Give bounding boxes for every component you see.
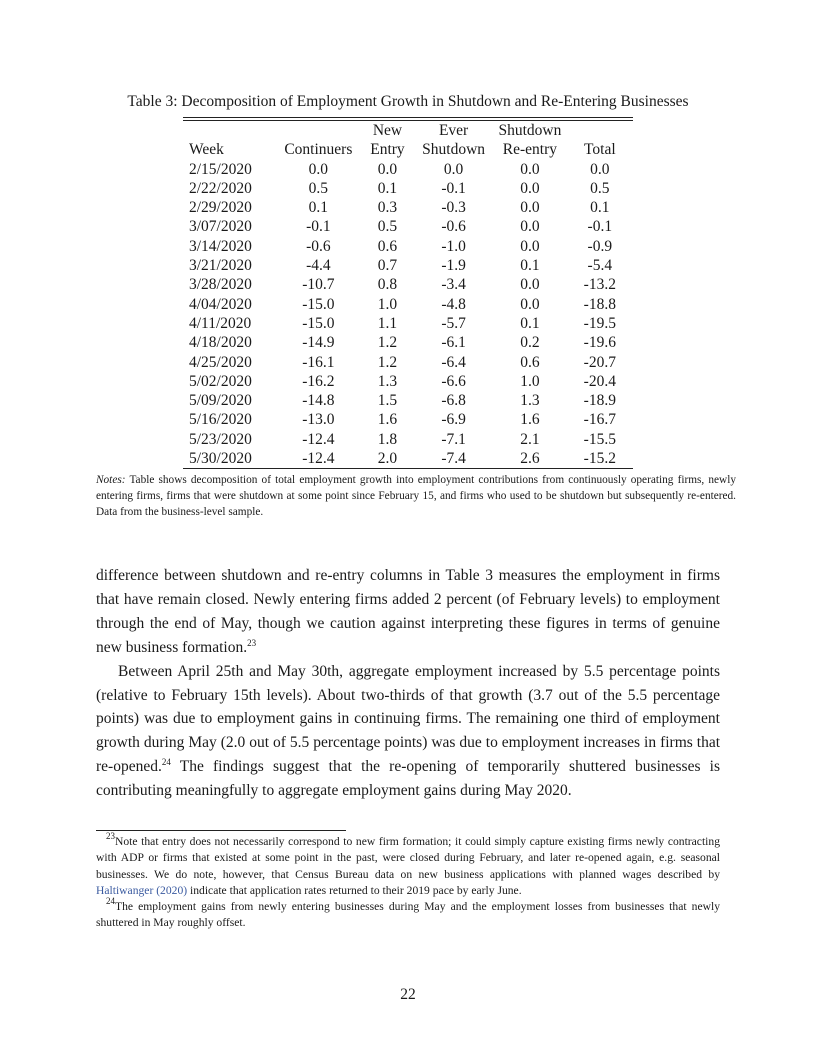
value-cell: 1.5 (377, 392, 398, 410)
value-cell: -20.7 (583, 353, 616, 371)
value-cell: -1.9 (441, 257, 466, 275)
week-cell: 3/28/2020 (189, 276, 252, 294)
table-row (183, 217, 633, 236)
week-cell: 4/25/2020 (189, 353, 252, 371)
footnote-24 (96, 896, 720, 932)
table-body (183, 160, 633, 469)
table-row (183, 295, 633, 314)
value-cell: 0.3 (377, 199, 398, 217)
table-row (183, 353, 633, 372)
value-cell: 1.0 (377, 295, 398, 313)
header-cell: Shutdown (422, 141, 486, 159)
value-cell: 1.1 (377, 314, 398, 332)
table-caption: Table 3: Decomposition of Employment Growth in Shutdown and Re-Entering Businesses (127, 93, 689, 110)
value-cell: 0.0 (520, 199, 540, 217)
header-cell: New (372, 122, 403, 139)
value-cell: 1.3 (520, 392, 540, 410)
value-cell: -4.8 (441, 295, 466, 313)
value-cell: 2.6 (520, 450, 540, 468)
table-row (183, 179, 633, 198)
value-cell: 0.2 (520, 334, 540, 352)
table-row (183, 160, 633, 179)
week-cell: 5/30/2020 (189, 450, 252, 468)
value-cell: 0.0 (520, 237, 540, 255)
header-cell: Shutdown (498, 122, 562, 139)
value-cell: 0.0 (590, 160, 610, 178)
week-cell: 4/04/2020 (189, 295, 252, 313)
value-cell: -0.9 (587, 237, 613, 255)
value-cell: 0.0 (520, 179, 540, 197)
fn23-text-cont: indicate that application rates returned to their 2019 pace by early June. (187, 883, 522, 897)
value-cell: -12.4 (302, 450, 335, 468)
value-cell: -13.0 (302, 411, 335, 429)
value-cell: -0.1 (441, 179, 466, 197)
week-cell: 5/09/2020 (189, 392, 252, 410)
value-cell: 0.0 (520, 160, 540, 178)
p1-text: difference between shutdown and re-entry columns in Table (96, 567, 486, 584)
value-cell: 0.1 (308, 199, 329, 217)
value-cell: 1.8 (377, 430, 398, 448)
paragraph-1 (96, 564, 720, 660)
value-cell: -15.5 (583, 430, 616, 448)
table-row (183, 256, 633, 275)
value-cell: -6.8 (441, 392, 466, 410)
value-cell: 1.3 (377, 372, 398, 390)
value-cell: 0.0 (520, 218, 540, 236)
footnote-mark-24: 24 (106, 896, 115, 907)
value-cell: 0.6 (377, 237, 398, 255)
value-cell: -18.8 (583, 295, 616, 313)
value-cell: -6.6 (441, 372, 466, 390)
table-notes (96, 472, 736, 520)
value-cell: 0.0 (308, 160, 329, 178)
value-cell: 0.1 (377, 179, 398, 197)
value-cell: 0.0 (520, 295, 540, 313)
value-cell: 1.6 (377, 411, 398, 429)
footnote-23 (96, 831, 720, 899)
table-row (183, 372, 633, 391)
value-cell: 0.5 (308, 179, 329, 197)
value-cell: 2.0 (377, 450, 398, 468)
table-header-row-2 (183, 140, 633, 159)
value-cell: -20.4 (583, 372, 616, 390)
p1-text-cont: measures the employment in firms that have remain closed. Newly entering firms added 2 percent (of February levels) to employment through the end of May, though we caution against interpreting these figures in terms of genuine new business formation. (96, 567, 720, 656)
value-cell: -0.6 (441, 218, 466, 236)
value-cell: -12.4 (302, 430, 335, 448)
value-cell: -14.9 (302, 334, 335, 352)
value-cell: 0.0 (377, 160, 398, 178)
value-cell: -1.0 (441, 237, 466, 255)
table-row (183, 314, 633, 333)
value-cell: -15.0 (302, 314, 335, 332)
value-cell: -7.4 (441, 450, 466, 468)
table-header-row-1 (183, 121, 633, 140)
value-cell: 1.0 (520, 372, 540, 390)
value-cell: -15.0 (302, 295, 335, 313)
value-cell: -14.8 (302, 392, 335, 410)
fn23-text: Note that entry does not necessarily correspond to new firm formation; it could simply capture existing firms newly contracting with ADP or firms that existed at some point in the past, were closed during February, and later re-opened again, e.g. seasonal businesses. We do note, however, that Census Bureau data on new business applications with planned wages described by (96, 835, 720, 881)
value-cell: -0.3 (441, 199, 466, 217)
header-cell: Entry (370, 141, 405, 159)
table-row (183, 430, 633, 449)
value-cell: -10.7 (302, 276, 335, 294)
week-cell: 4/11/2020 (189, 314, 252, 332)
value-cell: -4.4 (306, 257, 331, 275)
value-cell: -19.6 (583, 334, 616, 352)
value-cell: -13.2 (583, 276, 616, 294)
value-cell: 0.6 (520, 353, 540, 371)
value-cell: 0.1 (590, 199, 610, 217)
notes-label: Notes: (96, 474, 126, 486)
table-row (183, 198, 633, 217)
value-cell: -16.2 (302, 372, 335, 390)
value-cell: -5.7 (441, 314, 466, 332)
value-cell: -19.5 (583, 314, 616, 332)
week-cell: 5/02/2020 (189, 372, 252, 390)
week-cell: 3/21/2020 (189, 257, 252, 275)
value-cell: -0.1 (306, 218, 331, 236)
p2-text-cont: The findings suggest that the re-opening of temporarily shuttered businesses is contributing meaningfully to aggregate employment gains during May 2020. (96, 758, 720, 800)
table-row (183, 410, 633, 429)
value-cell: 0.0 (443, 160, 464, 178)
value-cell: -6.1 (441, 334, 466, 352)
value-cell: -16.1 (302, 353, 335, 371)
citation-link[interactable]: Haltiwanger (2020) (96, 883, 188, 897)
value-cell: 2.1 (520, 430, 540, 448)
value-cell: 0.5 (377, 218, 398, 236)
value-cell: 1.6 (520, 411, 540, 429)
value-cell: 0.0 (520, 276, 540, 294)
value-cell: -6.9 (441, 411, 466, 429)
value-cell: -5.4 (587, 257, 613, 275)
table-bottom-rule (183, 468, 633, 469)
week-cell: 3/14/2020 (189, 237, 252, 255)
header-cell: Re-entry (502, 141, 558, 159)
header-cell: Ever (438, 122, 469, 139)
value-cell: -0.1 (587, 218, 613, 236)
paragraph-2 (96, 660, 720, 803)
week-cell: 2/22/2020 (189, 179, 252, 197)
value-cell: -3.4 (441, 276, 466, 294)
footnote-ref-23[interactable]: 23 (247, 637, 257, 648)
header-cell (567, 121, 633, 140)
footnote-mark-23: 23 (106, 831, 115, 841)
value-cell: -15.2 (583, 450, 616, 468)
p2-text: Between April 25th and May 30th, aggregate employment increased by 5.5 percentage points (relative to February 15th levels). About two-thirds of that growth (3.7 out of the 5.5 percentage points) was due to employment gains in continuing firms. The remaining one third of employment growth during May (2.0 out of 5.5 percentage points) was due to employment increases in firms that re-opened. (96, 662, 720, 776)
week-cell: 5/16/2020 (189, 411, 252, 429)
header-cell: Week (189, 141, 224, 159)
value-cell: -16.7 (583, 411, 616, 429)
week-cell: 5/23/2020 (189, 430, 252, 448)
value-cell: 0.7 (377, 257, 398, 275)
week-cell: 4/18/2020 (189, 334, 252, 352)
value-cell: 0.8 (377, 276, 398, 294)
value-cell: -0.6 (306, 237, 331, 255)
footnote-ref-24[interactable]: 24 (161, 757, 171, 768)
table-ref-link[interactable]: 3 (485, 567, 494, 584)
footnotes (96, 831, 720, 932)
value-cell: 0.1 (520, 257, 540, 275)
value-cell: 0.5 (590, 179, 610, 197)
page-number: 22 (400, 986, 416, 1003)
header-cell: Continuers (284, 141, 353, 159)
week-cell: 2/15/2020 (189, 160, 252, 178)
table-top-rule (183, 117, 633, 118)
table-row (183, 237, 633, 256)
decomposition-table (183, 117, 633, 469)
notes-text: Table shows decomposition of total employment growth into employment contributions from continuously operating firms, newly entering firms, firms that were shutdown at some point since February 15, and firms who used to be shutdown but subsequently re-entered. Data from the business-level sample. (96, 474, 736, 518)
value-cell: 1.2 (377, 353, 398, 371)
value-cell: -6.4 (441, 353, 466, 371)
value-cell: -7.1 (441, 430, 466, 448)
value-cell: 0.1 (520, 314, 540, 332)
value-cell: -18.9 (583, 392, 616, 410)
header-cell: Total (584, 141, 616, 159)
week-cell: 3/07/2020 (189, 218, 252, 236)
value-cell: 1.2 (377, 334, 398, 352)
fn24-text: The employment gains from newly entering businesses during May and the employment losses from businesses that newly shuttered in May roughly offset. (96, 900, 720, 930)
table-row (183, 391, 633, 410)
header-cell (276, 121, 361, 140)
table-row (183, 333, 633, 352)
header-cell (183, 121, 276, 140)
table-row (183, 449, 633, 468)
table-row (183, 275, 633, 294)
footnote-rule (96, 830, 346, 831)
body-text (96, 564, 720, 803)
week-cell: 2/29/2020 (189, 199, 252, 217)
